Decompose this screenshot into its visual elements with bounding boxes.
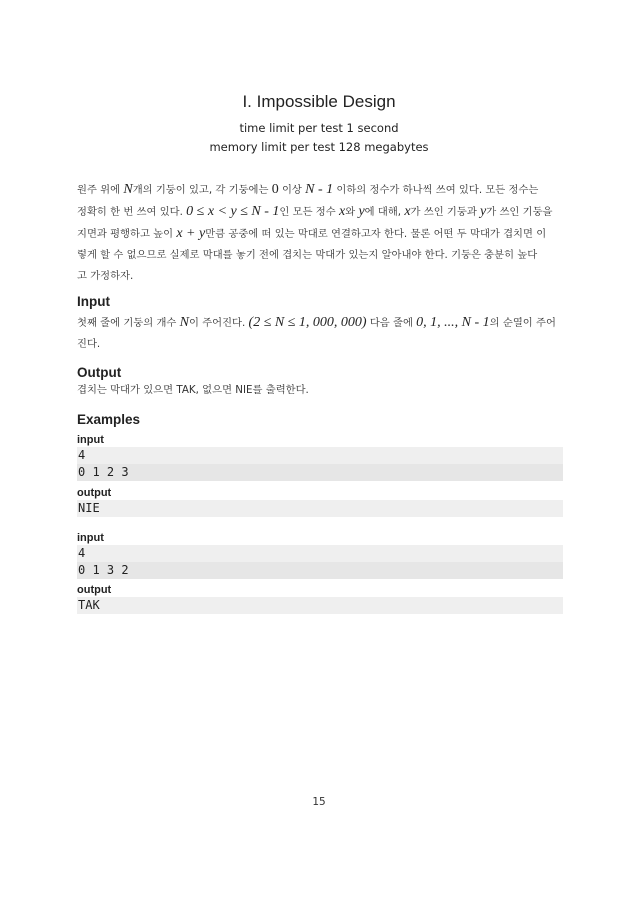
example-1-output-label: output: [77, 487, 112, 499]
problem-title: I. Impossible Design: [242, 92, 396, 111]
math-sequence: 0, 1, ..., N - 1: [416, 315, 490, 330]
example-1-input-line: 4: [78, 448, 86, 462]
example-1-input-line: 0 1 2 3: [77, 464, 563, 481]
input-description: [77, 312, 563, 355]
text: 이상: [278, 184, 306, 196]
time-limit: time limit per test 1 second: [239, 121, 399, 135]
example-1-input-label: input: [77, 434, 104, 446]
text: 이하의 정수가 하나씩 쓰여 있다. 모든 정수는: [333, 184, 539, 196]
text: 에 대해,: [364, 206, 405, 218]
text: 다음 줄에: [366, 317, 417, 329]
text: 원주 위에: [77, 184, 124, 196]
math-N: N: [123, 182, 133, 197]
output-text: 겹치는 막대가 있으면 TAK, 없으면 NIE를 출력한다.: [77, 384, 309, 396]
math-inequality: 0 ≤ x < y ≤ N - 1: [186, 204, 280, 219]
text: 가 쓰인 기둥과: [410, 206, 481, 218]
problem-statement: [77, 179, 563, 287]
text: 만큼 공중에 떠 있는 막대로 연결하고자 한다. 물론 어떤 두 막대가 겹치면 이: [205, 228, 547, 240]
math-x: x: [404, 204, 411, 219]
math-y: y: [480, 204, 487, 219]
math-N-minus-1: N - 1: [305, 182, 334, 197]
text: 정확히 한 번 쓰여 있다.: [77, 206, 187, 218]
page-number: 15: [312, 796, 326, 808]
text: 이 주어진다.: [188, 317, 249, 329]
text: 의 순열이 주어: [489, 317, 556, 329]
text: 첫째 줄에 기둥의 개수: [77, 317, 180, 329]
example-1-input: [77, 447, 563, 481]
math-zero: 0: [271, 182, 279, 197]
text: 가 쓰인 기둥을: [486, 206, 553, 218]
output-heading: Output: [77, 365, 122, 380]
example-1-output: [77, 500, 563, 517]
math-x: x: [338, 204, 346, 219]
statement-line-5: 고 가정하자.: [77, 270, 134, 282]
math-x-plus-y: x + y: [176, 226, 206, 241]
example-2-output-line: TAK: [78, 598, 100, 612]
example-2-output-label: output: [77, 584, 112, 596]
example-2-output: [77, 597, 563, 614]
example-2-input-line: 0 1 3 2: [77, 562, 563, 579]
math-y: y: [358, 204, 365, 219]
text: 지면과 평행하고 높이: [77, 228, 177, 240]
statement-line-1: [77, 179, 563, 201]
example-2-input-label: input: [77, 532, 104, 544]
statement-line-4: 렇게 할 수 없으므로 실제로 막대를 놓기 전에 겹치는 막대가 있는지 알아내야 한다. 기둥은 충분히 높다: [77, 249, 538, 261]
statement-line-3: [77, 223, 563, 245]
input-line-1: [77, 312, 563, 334]
example-2-input-line: 4: [78, 546, 86, 560]
memory-limit: memory limit per test 128 megabytes: [209, 140, 429, 154]
example-1-output-line: NIE: [78, 501, 100, 515]
text: 인 모든 정수: [279, 206, 339, 218]
statement-line-2: [77, 201, 563, 223]
example-2-input: [77, 545, 563, 579]
input-line-2: 진다.: [77, 338, 101, 350]
math-range: (2 ≤ N ≤ 1, 000, 000): [248, 315, 367, 330]
text: 와: [345, 206, 359, 218]
examples-heading: Examples: [77, 412, 141, 427]
math-N: N: [179, 315, 189, 330]
output-description: [77, 380, 563, 401]
text: 개의 기둥이 있고, 각 기둥에는: [132, 184, 272, 196]
input-heading: Input: [77, 294, 110, 309]
